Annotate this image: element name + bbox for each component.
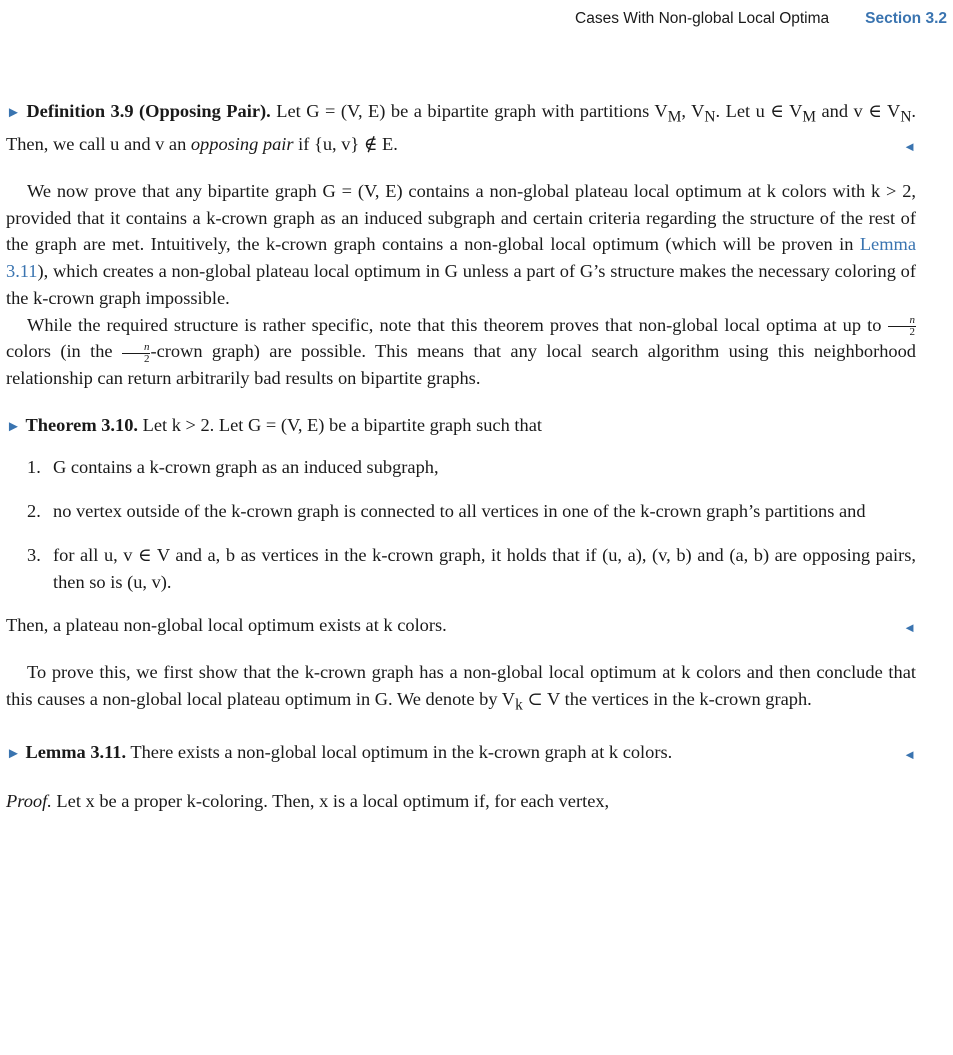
definition-arrow-icon: ► [6, 105, 21, 121]
lemma-heading: Lemma 3.11. [25, 742, 127, 762]
definition-heading: Definition 3.9 (Opposing Pair). [26, 101, 271, 121]
page-body [6, 98, 916, 814]
paragraph-proof-plan: To prove this, we first show that the k-crown graph has a non-global local optimum at k colors and then conclude that this causes a non-global local plateau optimum in G. We denote by $V_k$ ⊂ V the vertices in the k-crown graph. [6, 661, 916, 714]
theorem-block: ► Theorem 3.10. Let k > 2. Let G = (V, E) be a bipartite graph such that [6, 414, 542, 435]
list-item: 3. for all u, v ∈ V and a, b as vertices in the k-crown graph, it holds that if (u, a), (v, b) and (a, b) are opposing pairs, then so is (u, v). [27, 544, 916, 592]
fraction-n-over-2: $\frac{n}{2}$ [122, 342, 151, 365]
theorem-conditions-list [6, 454, 916, 595]
lemma-block: ► Lemma 3.11. There exists a non-global local optimum in the k-crown graph at k colors. ◄ [6, 739, 916, 768]
lemma-arrow-icon: ► [6, 746, 21, 762]
definition-end-marker-icon: ◄ [903, 139, 916, 155]
proof-label: Proof. [6, 790, 52, 811]
lemma-link[interactable]: Lemma 3.11 [6, 234, 916, 282]
definition-emphasis: opposing pair [190, 134, 294, 155]
page-header [575, 10, 947, 28]
proof-block: Proof. Let x be a proper k-coloring. Then, x is a local optimum if, for each vertex, [6, 790, 610, 811]
theorem-heading: Theorem 3.10. [25, 414, 139, 435]
definition-block: ► Definition 3.9 (Opposing Pair). Let G = (V, E) be a bipartite graph with partitions $V_M$, $V_N$. Let u ∈ $V_M$ and v ∈ $V_N$. Then, we call u and v an opposing pair if {u, v} ∉ E. ◄ [6, 98, 916, 158]
fraction-n-over-2: $\frac{n}{2}$ [888, 315, 917, 338]
list-item: 1. G contains a k-crown graph as an induced subgraph, [27, 457, 439, 478]
paragraph-intro: We now prove that any bipartite graph G = (V, E) contains a non-global plateau local optimum at k colors with k > 2, provided that it contains a k-crown graph as an induced subgraph and certain criteria regarding the structure of the rest of the graph are met. Intuitively, the k-crown graph contains a non-global local optimum (which will be proven in Lemma 3.11), which creates a non-global plateau local optimum in G unless a part of G’s structure makes the necessary coloring of the k-crown graph impossible. [6, 181, 916, 308]
running-title: Cases With Non-global Local Optima [575, 10, 830, 27]
lemma-end-marker-icon: ◄ [903, 747, 916, 762]
section-label: Section 3.2 [865, 10, 947, 27]
theorem-arrow-icon: ► [6, 418, 21, 435]
theorem-end-marker-icon: ◄ [903, 620, 916, 636]
theorem-conclusion: Then, a plateau non-global local optimum exists at k colors. ◄ [6, 612, 916, 639]
list-item: 2. no vertex outside of the k-crown graph is connected to all vertices in one of the k-crown graph’s partitions and [27, 501, 866, 522]
paragraph-structure: While the required structure is rather specific, note that this theorem proves that non-global local optima at up to $\frac{n}{2}$ colors (in the $\frac{n}{2}$ -crown graph) are possible. This means that any local search algorithm using this neighborhood relationship can return arbitrarily bad results on bipartite graphs. [6, 313, 916, 388]
